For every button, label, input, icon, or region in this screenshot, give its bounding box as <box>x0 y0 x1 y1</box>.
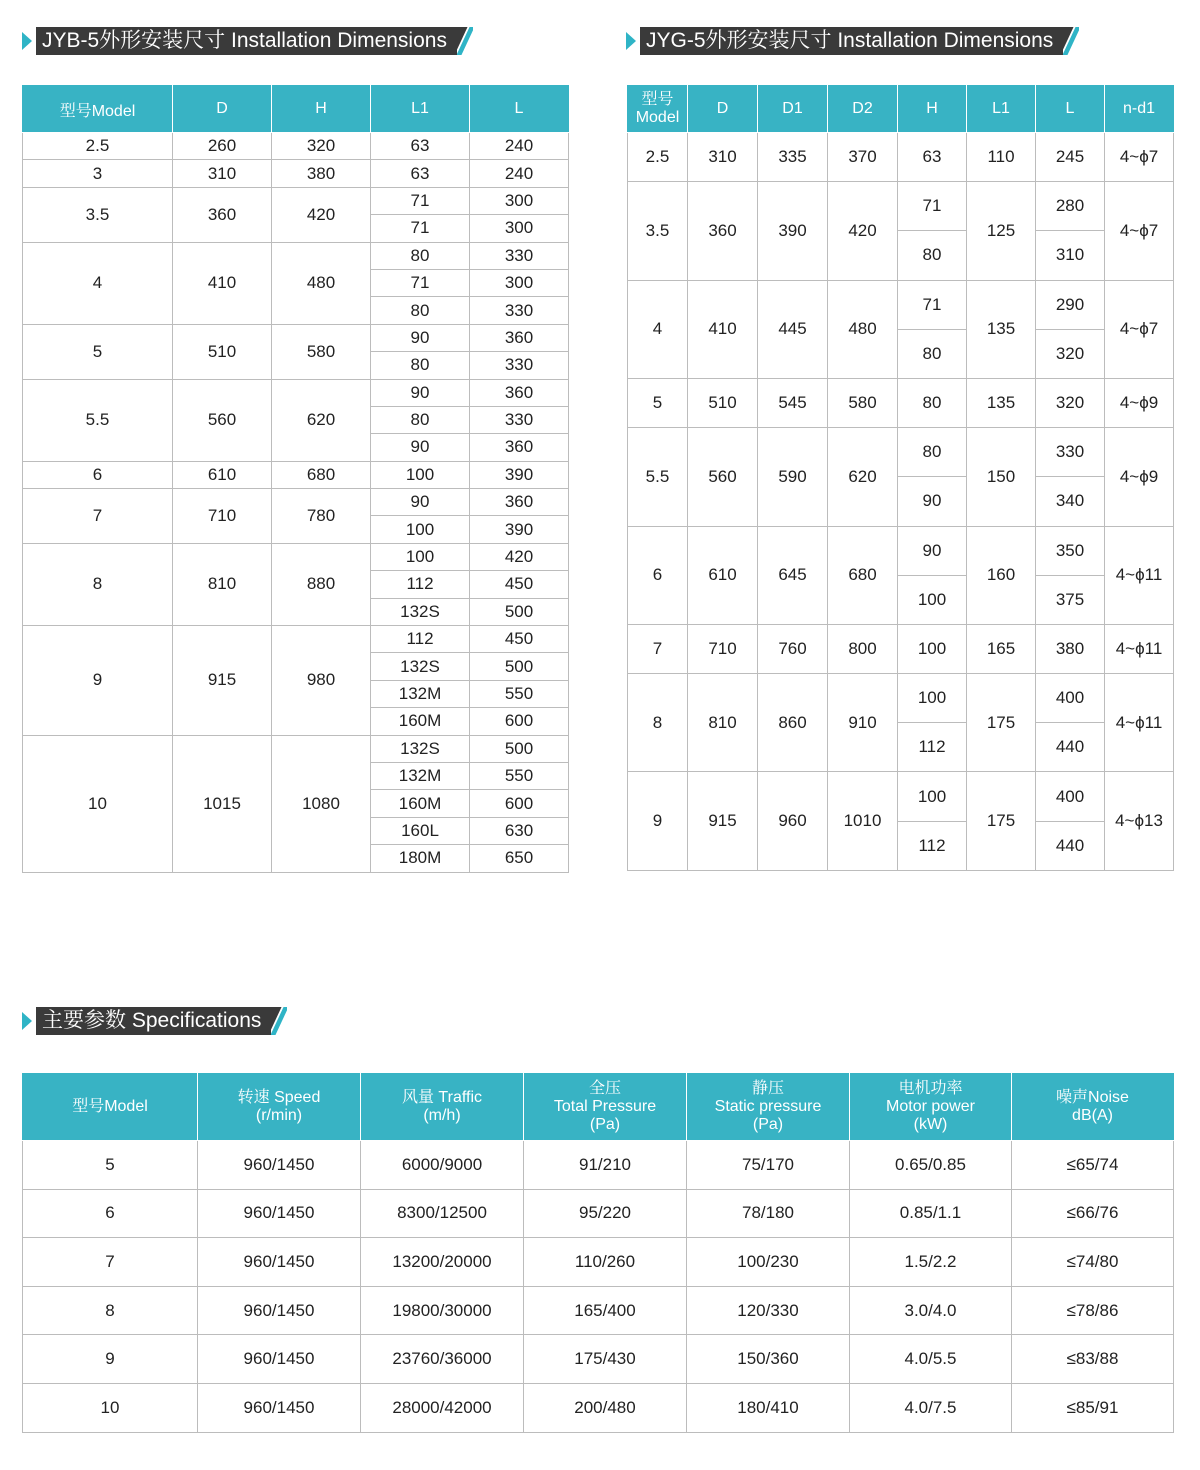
d2-cell: 370 <box>828 133 898 182</box>
h-cell: 100 <box>898 772 967 821</box>
l-cell: 390 <box>470 516 569 543</box>
model-cell: 5.5 <box>628 428 688 526</box>
spec-cell: 23760/36000 <box>361 1335 524 1384</box>
l-cell: 330 <box>1036 428 1105 477</box>
model-cell: 3.5 <box>23 187 173 242</box>
l-cell: 330 <box>470 297 569 324</box>
column-header: D <box>688 86 758 133</box>
spec-cell: 100/230 <box>687 1238 850 1287</box>
spec-cell: ≤66/76 <box>1012 1189 1174 1238</box>
spec-cell: ≤74/80 <box>1012 1238 1174 1287</box>
d1-cell: 860 <box>758 674 828 772</box>
l-cell: 240 <box>470 133 569 160</box>
column-header: 全压 Total Pressure (Pa) <box>524 1074 687 1141</box>
l-cell: 500 <box>470 735 569 762</box>
h-cell: 80 <box>898 231 967 280</box>
jyg-dimensions-table <box>627 85 1174 871</box>
l1-cell: 175 <box>967 772 1036 870</box>
spec-section-banner <box>22 1007 287 1035</box>
column-header: L1 <box>967 86 1036 133</box>
d1-cell: 645 <box>758 526 828 624</box>
l1-cell: 80 <box>371 352 470 379</box>
l-cell: 360 <box>470 434 569 461</box>
l-cell: 600 <box>470 790 569 817</box>
table-row <box>23 324 569 351</box>
table-row <box>23 160 569 187</box>
l1-cell: 90 <box>371 379 470 406</box>
d-cell: 410 <box>173 242 272 324</box>
l-cell: 500 <box>470 653 569 680</box>
nd1-cell: 4~ϕ11 <box>1105 674 1174 772</box>
table-row <box>23 543 569 570</box>
spec-cell: 960/1450 <box>198 1141 361 1190</box>
h-cell: 880 <box>272 543 371 625</box>
h-cell: 980 <box>272 626 371 736</box>
table-row <box>23 1238 1174 1287</box>
l-cell: 450 <box>470 571 569 598</box>
nd1-cell: 4~ϕ9 <box>1105 378 1174 427</box>
spec-cell: 960/1450 <box>198 1189 361 1238</box>
table-row <box>23 379 569 406</box>
jyb-dimensions-table <box>22 85 569 873</box>
l-cell: 380 <box>1036 624 1105 673</box>
d2-cell: 800 <box>828 624 898 673</box>
l1-cell: 63 <box>371 133 470 160</box>
slash-decoration <box>457 27 473 55</box>
d-cell: 260 <box>173 133 272 160</box>
jyb-section-title: JYB-5外形安装尺寸 Installation Dimensions <box>36 27 457 55</box>
l-cell: 300 <box>470 269 569 296</box>
spec-cell: 95/220 <box>524 1189 687 1238</box>
table-row <box>23 735 569 762</box>
l-cell: 280 <box>1036 182 1105 231</box>
table-row <box>628 624 1174 673</box>
h-cell: 71 <box>898 182 967 231</box>
spec-cell: 19800/30000 <box>361 1286 524 1335</box>
model-cell: 6 <box>23 461 173 488</box>
d-cell: 610 <box>688 526 758 624</box>
l-cell: 440 <box>1036 821 1105 870</box>
spec-cell: 960/1450 <box>198 1383 361 1432</box>
l1-cell: 135 <box>967 378 1036 427</box>
table-row <box>628 182 1174 231</box>
spec-cell: 7 <box>23 1238 198 1287</box>
table-row <box>628 526 1174 575</box>
table-row <box>628 378 1174 427</box>
l1-cell: 132S <box>371 653 470 680</box>
l1-cell: 90 <box>371 434 470 461</box>
l1-cell: 80 <box>371 242 470 269</box>
l-cell: 330 <box>470 352 569 379</box>
h-cell: 680 <box>272 461 371 488</box>
spec-cell: ≤78/86 <box>1012 1286 1174 1335</box>
spec-cell: 200/480 <box>524 1383 687 1432</box>
l1-cell: 132S <box>371 735 470 762</box>
l-cell: 400 <box>1036 772 1105 821</box>
h-cell: 90 <box>898 477 967 526</box>
jyg-section-title: JYG-5外形安装尺寸 Installation Dimensions <box>640 27 1063 55</box>
l1-cell: 63 <box>371 160 470 187</box>
spec-cell: 8 <box>23 1286 198 1335</box>
table-row <box>23 1141 1174 1190</box>
d-cell: 915 <box>688 772 758 870</box>
d2-cell: 620 <box>828 428 898 526</box>
d2-cell: 580 <box>828 378 898 427</box>
d-cell: 360 <box>173 187 272 242</box>
d-cell: 560 <box>688 428 758 526</box>
table-row <box>628 772 1174 821</box>
l-cell: 320 <box>1036 329 1105 378</box>
table-row <box>23 187 569 214</box>
l1-cell: 71 <box>371 215 470 242</box>
model-cell: 6 <box>628 526 688 624</box>
table-row <box>23 242 569 269</box>
l-cell: 360 <box>470 379 569 406</box>
l-cell: 440 <box>1036 723 1105 772</box>
spec-cell: 8300/12500 <box>361 1189 524 1238</box>
h-cell: 420 <box>272 187 371 242</box>
l1-cell: 175 <box>967 674 1036 772</box>
d2-cell: 480 <box>828 280 898 378</box>
l-cell: 290 <box>1036 280 1105 329</box>
d-cell: 710 <box>173 489 272 544</box>
model-cell: 8 <box>628 674 688 772</box>
d1-cell: 545 <box>758 378 828 427</box>
d-cell: 360 <box>688 182 758 280</box>
spec-cell: 3.0/4.0 <box>850 1286 1012 1335</box>
l1-cell: 180M <box>371 845 470 872</box>
model-cell: 4 <box>628 280 688 378</box>
table-row <box>628 428 1174 477</box>
spec-cell: 4.0/7.5 <box>850 1383 1012 1432</box>
h-cell: 580 <box>272 324 371 379</box>
l-cell: 500 <box>470 598 569 625</box>
column-header: H <box>272 86 371 133</box>
table-row <box>23 626 569 653</box>
column-header: 静压 Static pressure (Pa) <box>687 1074 850 1141</box>
l1-cell: 80 <box>371 406 470 433</box>
l1-cell: 71 <box>371 187 470 214</box>
spec-cell: 4.0/5.5 <box>850 1335 1012 1384</box>
l1-cell: 100 <box>371 516 470 543</box>
d1-cell: 390 <box>758 182 828 280</box>
spec-cell: 180/410 <box>687 1383 850 1432</box>
spec-cell: 9 <box>23 1335 198 1384</box>
l-cell: 400 <box>1036 674 1105 723</box>
slash-decoration <box>271 1007 287 1035</box>
l1-cell: 100 <box>371 461 470 488</box>
table-row <box>23 489 569 516</box>
l1-cell: 160M <box>371 790 470 817</box>
l1-cell: 160L <box>371 817 470 844</box>
nd1-cell: 4~ϕ7 <box>1105 280 1174 378</box>
spec-cell: 78/180 <box>687 1189 850 1238</box>
h-cell: 63 <box>898 133 967 182</box>
l1-cell: 90 <box>371 489 470 516</box>
l-cell: 310 <box>1036 231 1105 280</box>
d-cell: 810 <box>173 543 272 625</box>
spec-cell: 28000/42000 <box>361 1383 524 1432</box>
l1-cell: 80 <box>371 297 470 324</box>
d-cell: 510 <box>688 378 758 427</box>
column-header: L <box>470 86 569 133</box>
spec-cell: 6 <box>23 1189 198 1238</box>
l1-cell: 165 <box>967 624 1036 673</box>
h-cell: 80 <box>898 428 967 477</box>
jyb-section-banner <box>22 27 473 55</box>
d-cell: 410 <box>688 280 758 378</box>
model-cell: 4 <box>23 242 173 324</box>
l1-cell: 150 <box>967 428 1036 526</box>
l-cell: 375 <box>1036 575 1105 624</box>
l1-cell: 90 <box>371 324 470 351</box>
column-header: 电机功率 Motor power (kW) <box>850 1074 1012 1141</box>
model-cell: 8 <box>23 543 173 625</box>
h-cell: 112 <box>898 723 967 772</box>
model-cell: 9 <box>23 626 173 736</box>
spec-cell: 91/210 <box>524 1141 687 1190</box>
spec-cell: ≤65/74 <box>1012 1141 1174 1190</box>
l1-cell: 160 <box>967 526 1036 624</box>
l-cell: 550 <box>470 762 569 789</box>
model-cell: 3.5 <box>628 182 688 280</box>
l1-cell: 132M <box>371 680 470 707</box>
l-cell: 340 <box>1036 477 1105 526</box>
h-cell: 90 <box>898 526 967 575</box>
jyg-section-banner <box>626 27 1079 55</box>
h-cell: 100 <box>898 674 967 723</box>
spec-cell: 6000/9000 <box>361 1141 524 1190</box>
spec-cell: 10 <box>23 1383 198 1432</box>
l-cell: 350 <box>1036 526 1105 575</box>
spec-cell: 13200/20000 <box>361 1238 524 1287</box>
model-cell: 9 <box>628 772 688 870</box>
h-cell: 780 <box>272 489 371 544</box>
spec-cell: 960/1450 <box>198 1286 361 1335</box>
l-cell: 360 <box>470 489 569 516</box>
d-cell: 560 <box>173 379 272 461</box>
h-cell: 1080 <box>272 735 371 872</box>
model-cell: 7 <box>628 624 688 673</box>
h-cell: 112 <box>898 821 967 870</box>
h-cell: 80 <box>898 378 967 427</box>
model-cell: 2.5 <box>23 133 173 160</box>
spec-cell: 0.65/0.85 <box>850 1141 1012 1190</box>
nd1-cell: 4~ϕ11 <box>1105 624 1174 673</box>
column-header: L1 <box>371 86 470 133</box>
d-cell: 1015 <box>173 735 272 872</box>
d2-cell: 420 <box>828 182 898 280</box>
model-cell: 3 <box>23 160 173 187</box>
spec-cell: ≤83/88 <box>1012 1335 1174 1384</box>
l1-cell: 160M <box>371 708 470 735</box>
h-cell: 100 <box>898 575 967 624</box>
l-cell: 330 <box>470 406 569 433</box>
l-cell: 450 <box>470 626 569 653</box>
table-row <box>23 1189 1174 1238</box>
d-cell: 510 <box>173 324 272 379</box>
header-row <box>23 86 569 133</box>
nd1-cell: 4~ϕ7 <box>1105 133 1174 182</box>
d2-cell: 1010 <box>828 772 898 870</box>
l-cell: 600 <box>470 708 569 735</box>
table-row <box>23 1286 1174 1335</box>
slash-decoration <box>1063 27 1079 55</box>
table-row <box>23 1383 1174 1432</box>
nd1-cell: 4~ϕ11 <box>1105 526 1174 624</box>
l-cell: 300 <box>470 187 569 214</box>
column-header: 风量 Traffic (m/h) <box>361 1074 524 1141</box>
spec-cell: 175/430 <box>524 1335 687 1384</box>
model-cell: 5 <box>628 378 688 427</box>
d-cell: 610 <box>173 461 272 488</box>
d2-cell: 680 <box>828 526 898 624</box>
model-cell: 10 <box>23 735 173 872</box>
model-cell: 5 <box>23 324 173 379</box>
h-cell: 480 <box>272 242 371 324</box>
arrow-icon <box>22 1012 32 1030</box>
l-cell: 650 <box>470 845 569 872</box>
model-cell: 2.5 <box>628 133 688 182</box>
nd1-cell: 4~ϕ13 <box>1105 772 1174 870</box>
table-row <box>628 280 1174 329</box>
h-cell: 380 <box>272 160 371 187</box>
d1-cell: 760 <box>758 624 828 673</box>
arrow-icon <box>22 32 32 50</box>
d1-cell: 335 <box>758 133 828 182</box>
h-cell: 100 <box>898 624 967 673</box>
d1-cell: 960 <box>758 772 828 870</box>
table-row <box>23 133 569 160</box>
table-row <box>23 461 569 488</box>
l-cell: 245 <box>1036 133 1105 182</box>
spec-cell: 75/170 <box>687 1141 850 1190</box>
spec-section-title: 主要参数 Specifications <box>36 1007 271 1035</box>
column-header: D <box>173 86 272 133</box>
l1-cell: 71 <box>371 269 470 296</box>
l1-cell: 135 <box>967 280 1036 378</box>
l1-cell: 110 <box>967 133 1036 182</box>
spec-cell: 960/1450 <box>198 1335 361 1384</box>
d1-cell: 445 <box>758 280 828 378</box>
l1-cell: 112 <box>371 626 470 653</box>
column-header: D1 <box>758 86 828 133</box>
l1-cell: 132M <box>371 762 470 789</box>
spec-cell: 1.5/2.2 <box>850 1238 1012 1287</box>
l-cell: 390 <box>470 461 569 488</box>
l-cell: 550 <box>470 680 569 707</box>
d-cell: 310 <box>173 160 272 187</box>
specifications-table <box>22 1073 1174 1433</box>
l1-cell: 132S <box>371 598 470 625</box>
spec-cell: 110/260 <box>524 1238 687 1287</box>
column-header: D2 <box>828 86 898 133</box>
l-cell: 420 <box>470 543 569 570</box>
spec-cell: 150/360 <box>687 1335 850 1384</box>
d-cell: 310 <box>688 133 758 182</box>
arrow-icon <box>626 32 636 50</box>
h-cell: 71 <box>898 280 967 329</box>
nd1-cell: 4~ϕ9 <box>1105 428 1174 526</box>
l-cell: 630 <box>470 817 569 844</box>
column-header: 噪声Noise dB(A) <box>1012 1074 1174 1141</box>
d-cell: 915 <box>173 626 272 736</box>
d-cell: 710 <box>688 624 758 673</box>
spec-cell: ≤85/91 <box>1012 1383 1174 1432</box>
header-row <box>628 86 1174 133</box>
column-header: 型号Model <box>23 1074 198 1141</box>
nd1-cell: 4~ϕ7 <box>1105 182 1174 280</box>
d1-cell: 590 <box>758 428 828 526</box>
column-header: n-d1 <box>1105 86 1174 133</box>
l-cell: 300 <box>470 215 569 242</box>
d2-cell: 910 <box>828 674 898 772</box>
column-header: 转速 Speed (r/min) <box>198 1074 361 1141</box>
l-cell: 330 <box>470 242 569 269</box>
l1-cell: 100 <box>371 543 470 570</box>
spec-cell: 5 <box>23 1141 198 1190</box>
model-cell: 5.5 <box>23 379 173 461</box>
h-cell: 620 <box>272 379 371 461</box>
d-cell: 810 <box>688 674 758 772</box>
table-row <box>628 674 1174 723</box>
spec-cell: 120/330 <box>687 1286 850 1335</box>
table-row <box>628 133 1174 182</box>
column-header: L <box>1036 86 1105 133</box>
h-cell: 80 <box>898 329 967 378</box>
h-cell: 320 <box>272 133 371 160</box>
l1-cell: 112 <box>371 571 470 598</box>
table-row <box>23 1335 1174 1384</box>
l1-cell: 125 <box>967 182 1036 280</box>
column-header: 型号 Model <box>628 86 688 133</box>
header-row <box>23 1074 1174 1141</box>
column-header: 型号Model <box>23 86 173 133</box>
spec-cell: 165/400 <box>524 1286 687 1335</box>
l-cell: 240 <box>470 160 569 187</box>
spec-cell: 0.85/1.1 <box>850 1189 1012 1238</box>
column-header: H <box>898 86 967 133</box>
spec-cell: 960/1450 <box>198 1238 361 1287</box>
l-cell: 360 <box>470 324 569 351</box>
model-cell: 7 <box>23 489 173 544</box>
l-cell: 320 <box>1036 378 1105 427</box>
